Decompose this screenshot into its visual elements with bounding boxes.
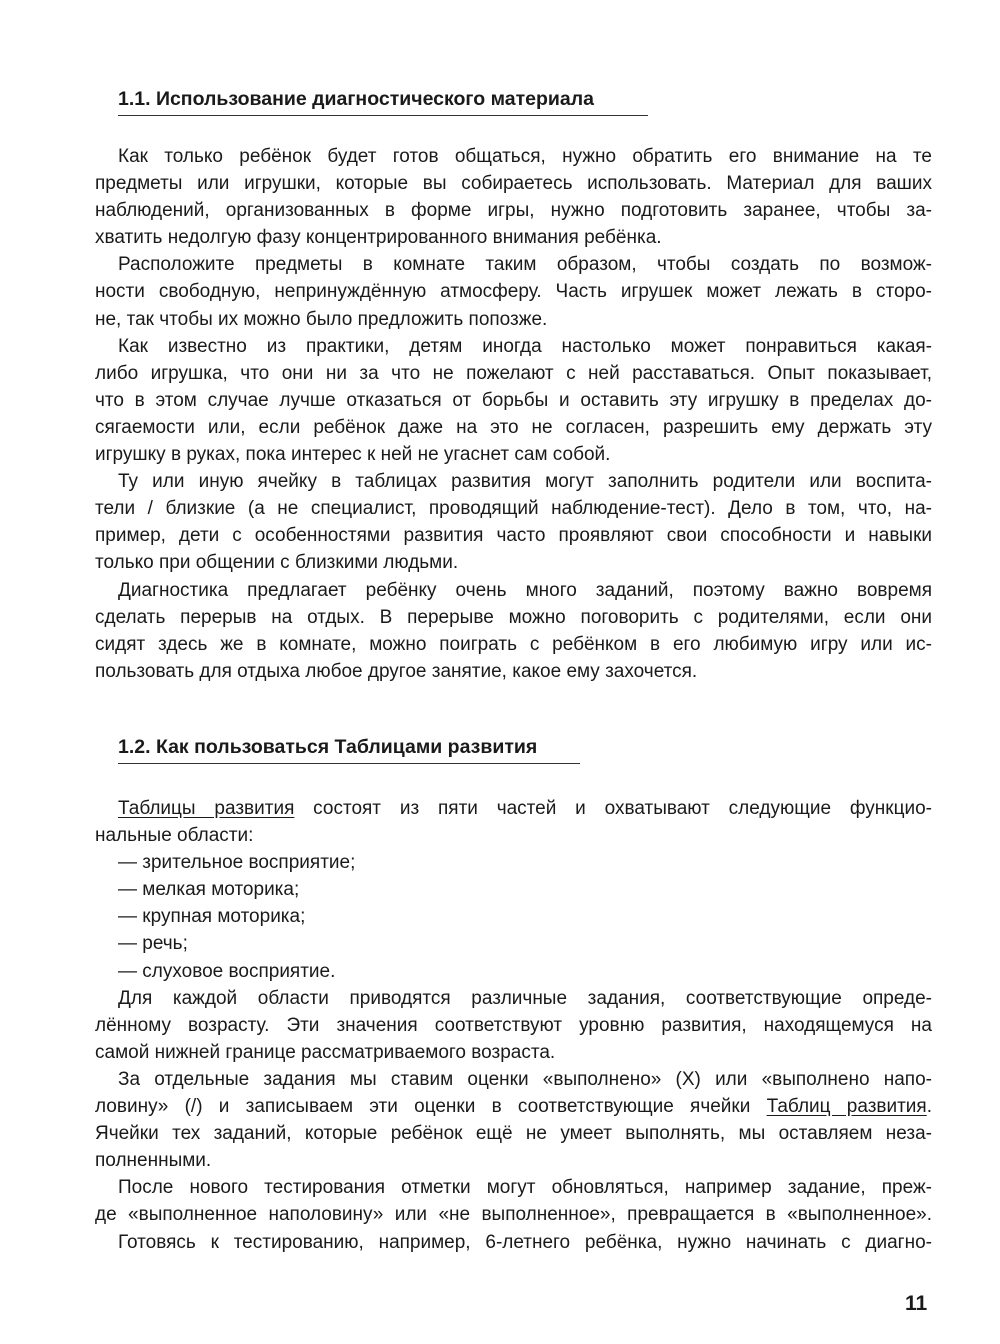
paragraph-line: хватить недолгую фазу концентрированного внимания ребёнка. [95,227,662,249]
paragraph-line: сидят здесь же в комнате, можно поиграть с ребёнком в его любимую игру или ис- [95,633,932,655]
paragraph-line: сягаемости или, если ребёнок даже на это не согласен, разрешить ему держать эту [95,416,932,438]
paragraph-line: что в этом случае лучше отказаться от борьбы и оставить эту игрушку в пределах до- [95,389,932,411]
paragraph-line: тели / близкие (а не специалист, проводящий наблюдение-тест). Дело в том, что, на- [95,498,932,520]
paragraph-line: Как известно из практики, детям иногда настолько может понравиться какая- [118,335,932,357]
text-segment: . [926,1096,932,1118]
paragraph-line: ности свободную, непринуждённую атмосферу. Часть игрушек может лежать в сторо- [95,281,932,303]
paragraph-line: пример, дети с особенностями развития часто проявляют свои способности и навыки [95,525,932,547]
section-heading-1-1: 1.1. Использование диагностического материала [118,88,648,116]
list-item: — речь; [118,933,188,955]
paragraph-line: нальные области: [95,825,254,847]
paragraph [95,985,932,1066]
paragraph-line: Для каждой области приводятся различные задания, соответствующие опреде- [118,987,932,1009]
section-1-2-body [95,795,932,1256]
list-item: — мелкая моторика; [118,879,300,901]
paragraph-line: де «выполненное наполовину» или «не выполненное», превращается в «выполненное». [95,1204,932,1226]
paragraph-line: Как только ребёнок будет готов общаться, нужно обратить его внимание на те [118,146,932,167]
paragraph [95,333,932,468]
paragraph-line: лённому возрасту. Эти значения соответствуют уровню развития, находящемуся на [95,1014,932,1036]
text-segment: состоят из пяти частей и охватывают следующие функцио- [294,798,932,819]
paragraph-line: сделать перерыв на отдых. В перерыве можно поговорить с родителями, если они [95,606,932,628]
paragraph [95,1174,932,1228]
page-number: 11 [905,1292,928,1315]
list-item: — слуховое восприятие. [118,960,336,982]
list-item: — крупная моторика; [118,906,306,928]
tables-link[interactable]: Таблицы развития [118,798,295,819]
paragraph [95,468,932,576]
paragraph [95,1229,932,1256]
paragraph [95,251,932,332]
paragraph-line: игрушку в руках, пока интерес к ней не угаснет сам собой. [95,444,611,466]
paragraph-line: предметы или игрушки, которые вы собираетесь использовать. Материал для ваших [95,173,932,195]
paragraph-line: За отдельные задания мы ставим оценки «выполнено» (X) или «выполнено напо- [118,1068,932,1090]
paragraph-line [95,1093,932,1120]
list-item: — зрительное восприятие; [118,852,356,874]
paragraph [95,143,932,251]
section-heading-1-2: 1.2. Как пользоваться Таблицами развития [118,736,580,764]
paragraph-line: пользовать для отдыха любое другое занятие, какое ему захочется. [95,660,698,682]
paragraph-line: самой нижней границе рассматриваемого возраста. [95,1041,556,1063]
paragraph-line: только при общении с близкими людьми. [95,552,459,574]
paragraph-line: Расположите предметы в комнате таким образом, чтобы создать по возмож- [118,254,932,276]
paragraph-line: наблюдений, организованных в форме игры, нужно подготовить заранее, чтобы за- [95,200,932,222]
paragraph-line: Диагностика предлагает ребёнку очень много заданий, поэтому важно вовремя [118,579,932,601]
paragraph-line: Готовясь к тестированию, например, 6-летнего ребёнка, нужно начинать с диагно- [118,1231,932,1253]
paragraph-line: либо игрушка, что они ни за что не пожелают с ней расставаться. Опыт показывает, [95,362,932,384]
tables-link[interactable]: Таблиц развития [766,1096,927,1118]
paragraph-line: Ту или иную ячейку в таблицах развития могут заполнить родители или воспита- [118,471,932,493]
section-1-1-body [95,143,932,685]
paragraph-line [95,795,932,822]
paragraph-line: полненными. [95,1150,212,1172]
paragraph-line: Ячейки тех заданий, которые ребёнок ещё не умеет выполнять, мы оставляем неза- [95,1123,932,1145]
text-segment: ловину» (/) и записываем эти оценки в соответствующие ячейки [95,1096,767,1118]
functional-areas-list [95,849,932,984]
paragraph [95,577,932,685]
paragraph-line: не, так чтобы их можно было предложить попозже. [95,308,548,330]
paragraph-line: После нового тестирования отметки могут обновляться, например задание, преж- [118,1177,932,1199]
